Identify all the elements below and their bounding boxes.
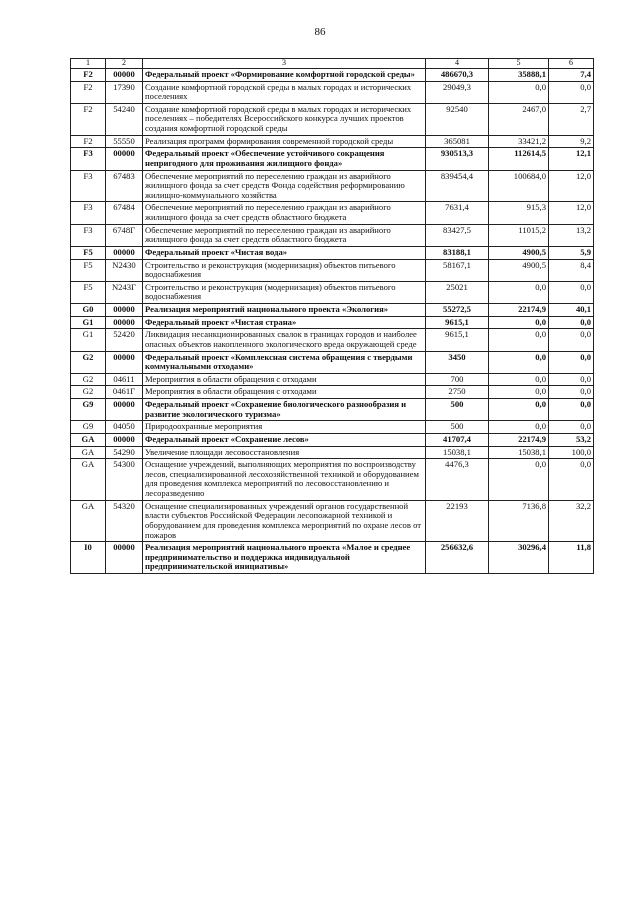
- target-code-cell: F2: [71, 81, 106, 103]
- planned-amount-cell: 58167,1: [426, 259, 489, 281]
- target-code-cell: GA: [71, 459, 106, 501]
- item-name-cell: Федеральный проект «Формирование комфортной городской среды»: [143, 68, 426, 81]
- percent-executed-cell: 32,2: [549, 500, 594, 542]
- target-code-cell: G1: [71, 329, 106, 351]
- table-row: [71, 316, 594, 329]
- table-row: [71, 542, 594, 574]
- item-name-cell: Реализация программ формирования современной городской среды: [143, 135, 426, 148]
- executed-amount-cell: 0,0: [489, 81, 549, 103]
- planned-amount-cell: 15038,1: [426, 446, 489, 459]
- direction-code-cell: 00000: [106, 68, 143, 81]
- direction-code-cell: 54320: [106, 500, 143, 542]
- planned-amount-cell: 3450: [426, 351, 489, 373]
- direction-code-cell: N2430: [106, 259, 143, 281]
- executed-amount-cell: 0,0: [489, 373, 549, 386]
- percent-executed-cell: 11,8: [549, 542, 594, 574]
- direction-code-cell: N243Г: [106, 281, 143, 303]
- item-name-cell: Создание комфортной городской среды в малых городах и исторических поселениях – победителях Всероссийского конкурса лучших проектов создания комфортной городской среды: [143, 103, 426, 135]
- planned-amount-cell: 7631,4: [426, 202, 489, 224]
- direction-code-cell: 00000: [106, 304, 143, 317]
- planned-amount-cell: 25021: [426, 281, 489, 303]
- planned-amount-cell: 4476,3: [426, 459, 489, 501]
- target-code-cell: GA: [71, 433, 106, 446]
- item-name-cell: Строительство и реконструкция (модернизация) объектов питьевого водоснабжения: [143, 281, 426, 303]
- percent-executed-cell: 8,4: [549, 259, 594, 281]
- executed-amount-cell: 11015,2: [489, 224, 549, 246]
- planned-amount-cell: 700: [426, 373, 489, 386]
- executed-amount-cell: 33421,2: [489, 135, 549, 148]
- percent-executed-cell: 0,0: [549, 281, 594, 303]
- direction-code-cell: 52420: [106, 329, 143, 351]
- column-header: 6: [549, 59, 594, 69]
- percent-executed-cell: 0,0: [549, 351, 594, 373]
- target-code-cell: F3: [71, 202, 106, 224]
- percent-executed-cell: 13,2: [549, 224, 594, 246]
- column-header: 2: [106, 59, 143, 69]
- direction-code-cell: 54300: [106, 459, 143, 501]
- percent-executed-cell: 2,7: [549, 103, 594, 135]
- executed-amount-cell: 35888,1: [489, 68, 549, 81]
- executed-amount-cell: 22174,9: [489, 304, 549, 317]
- executed-amount-cell: 15038,1: [489, 446, 549, 459]
- executed-amount-cell: 0,0: [489, 386, 549, 399]
- target-code-cell: G0: [71, 304, 106, 317]
- table-row: [71, 224, 594, 246]
- direction-code-cell: 00000: [106, 399, 143, 421]
- item-name-cell: Создание комфортной городской среды в малых городах и исторических поселениях: [143, 81, 426, 103]
- item-name-cell: Мероприятия в области обращения с отходами: [143, 373, 426, 386]
- direction-code-cell: 00000: [106, 433, 143, 446]
- table-row: [71, 246, 594, 259]
- table-row: [71, 446, 594, 459]
- table-row: [71, 459, 594, 501]
- page-number: 86: [314, 26, 326, 38]
- percent-executed-cell: 12,0: [549, 202, 594, 224]
- table-row: [71, 81, 594, 103]
- percent-executed-cell: 0,0: [549, 81, 594, 103]
- item-name-cell: Строительство и реконструкция (модернизация) объектов питьевого водоснабжения: [143, 259, 426, 281]
- table-row: [71, 170, 594, 202]
- executed-amount-cell: 4900,5: [489, 246, 549, 259]
- target-code-cell: F2: [71, 135, 106, 148]
- planned-amount-cell: 83427,5: [426, 224, 489, 246]
- item-name-cell: Ликвидация несанкционированных свалок в границах городов и наиболее опасных объектов накопленного экологического вреда окружающей среде: [143, 329, 426, 351]
- item-name-cell: Реализация мероприятий национального проекта «Экология»: [143, 304, 426, 317]
- executed-amount-cell: 0,0: [489, 421, 549, 434]
- target-code-cell: G2: [71, 386, 106, 399]
- percent-executed-cell: 0,0: [549, 329, 594, 351]
- table-row: [71, 68, 594, 81]
- percent-executed-cell: 0,0: [549, 421, 594, 434]
- item-name-cell: Природоохранные мероприятия: [143, 421, 426, 434]
- percent-executed-cell: 0,0: [549, 373, 594, 386]
- planned-amount-cell: 83188,1: [426, 246, 489, 259]
- item-name-cell: Федеральный проект «Чистая страна»: [143, 316, 426, 329]
- percent-executed-cell: 53,2: [549, 433, 594, 446]
- target-code-cell: GA: [71, 500, 106, 542]
- planned-amount-cell: 500: [426, 421, 489, 434]
- executed-amount-cell: 0,0: [489, 459, 549, 501]
- percent-executed-cell: 0,0: [549, 386, 594, 399]
- table-row: [71, 304, 594, 317]
- target-code-cell: GA: [71, 446, 106, 459]
- executed-amount-cell: 0,0: [489, 281, 549, 303]
- item-name-cell: Оснащение учреждений, выполняющих мероприятия по воспроизводству лесов, специализированной лесохозяйственной техникой и оборудованием для проведения комплекса мероприятий по лесовосстановлению и лесоразведению: [143, 459, 426, 501]
- item-name-cell: Увеличение площади лесовосстановления: [143, 446, 426, 459]
- percent-executed-cell: 0,0: [549, 316, 594, 329]
- target-code-cell: F5: [71, 246, 106, 259]
- table-row: [71, 421, 594, 434]
- planned-amount-cell: 55272,5: [426, 304, 489, 317]
- percent-executed-cell: 12,0: [549, 170, 594, 202]
- direction-code-cell: 54290: [106, 446, 143, 459]
- planned-amount-cell: 2750: [426, 386, 489, 399]
- planned-amount-cell: 41707,4: [426, 433, 489, 446]
- direction-code-cell: 67483: [106, 170, 143, 202]
- planned-amount-cell: 486670,3: [426, 68, 489, 81]
- item-name-cell: Обеспечение мероприятий по переселению граждан из аварийного жилищного фонда за счет средств областного бюджета: [143, 202, 426, 224]
- target-code-cell: G2: [71, 351, 106, 373]
- target-code-cell: F3: [71, 224, 106, 246]
- planned-amount-cell: 9615,1: [426, 316, 489, 329]
- planned-amount-cell: 22193: [426, 500, 489, 542]
- executed-amount-cell: 0,0: [489, 329, 549, 351]
- direction-code-cell: 54240: [106, 103, 143, 135]
- table-row: [71, 135, 594, 148]
- target-code-cell: G2: [71, 373, 106, 386]
- executed-amount-cell: 7136,8: [489, 500, 549, 542]
- direction-code-cell: 04611: [106, 373, 143, 386]
- table-row: [71, 351, 594, 373]
- target-code-cell: F5: [71, 281, 106, 303]
- executed-amount-cell: 0,0: [489, 316, 549, 329]
- table-row: [71, 386, 594, 399]
- table-row: [71, 399, 594, 421]
- target-code-cell: F2: [71, 68, 106, 81]
- direction-code-cell: 00000: [106, 246, 143, 259]
- percent-executed-cell: 7,4: [549, 68, 594, 81]
- percent-executed-cell: 9,2: [549, 135, 594, 148]
- target-code-cell: G9: [71, 399, 106, 421]
- column-header: 5: [489, 59, 549, 69]
- target-code-cell: I0: [71, 542, 106, 574]
- table-row: [71, 202, 594, 224]
- table-row: [71, 281, 594, 303]
- direction-code-cell: 6748Г: [106, 224, 143, 246]
- percent-executed-cell: 12,1: [549, 148, 594, 170]
- direction-code-cell: 00000: [106, 148, 143, 170]
- direction-code-cell: 00000: [106, 542, 143, 574]
- direction-code-cell: 0461Г: [106, 386, 143, 399]
- table-row: [71, 373, 594, 386]
- target-code-cell: G1: [71, 316, 106, 329]
- item-name-cell: Оснащение специализированных учреждений органов государственной власти субъектов Российской Федерации лесопожарной техникой и оборудованием для проведения комплекса мероприятий по охране лесов от пожаров: [143, 500, 426, 542]
- column-header: 4: [426, 59, 489, 69]
- direction-code-cell: 17390: [106, 81, 143, 103]
- column-header: 1: [71, 59, 106, 69]
- planned-amount-cell: 930513,3: [426, 148, 489, 170]
- executed-amount-cell: 0,0: [489, 399, 549, 421]
- item-name-cell: Федеральный проект «Чистая вода»: [143, 246, 426, 259]
- planned-amount-cell: 92540: [426, 103, 489, 135]
- target-code-cell: F3: [71, 148, 106, 170]
- item-name-cell: Реализация мероприятий национального проекта «Малое и среднее предпринимательство и поддержка индивидуальной предпринимательской инициативы»: [143, 542, 426, 574]
- target-code-cell: F3: [71, 170, 106, 202]
- target-code-cell: F2: [71, 103, 106, 135]
- target-code-cell: F5: [71, 259, 106, 281]
- percent-executed-cell: 40,1: [549, 304, 594, 317]
- executed-amount-cell: 100684,0: [489, 170, 549, 202]
- executed-amount-cell: 0,0: [489, 351, 549, 373]
- executed-amount-cell: 4900,5: [489, 259, 549, 281]
- direction-code-cell: 00000: [106, 351, 143, 373]
- table-row: [71, 500, 594, 542]
- direction-code-cell: 04050: [106, 421, 143, 434]
- percent-executed-cell: 5,9: [549, 246, 594, 259]
- item-name-cell: Федеральный проект «Обеспечение устойчивого сокращения непригодного для проживания жилищного фонда»: [143, 148, 426, 170]
- column-header: 3: [143, 59, 426, 69]
- percent-executed-cell: 100,0: [549, 446, 594, 459]
- percent-executed-cell: 0,0: [549, 459, 594, 501]
- planned-amount-cell: 500: [426, 399, 489, 421]
- executed-amount-cell: 22174,9: [489, 433, 549, 446]
- table-row: [71, 148, 594, 170]
- item-name-cell: Обеспечение мероприятий по переселению граждан из аварийного жилищного фонда за счет средств Фонда содействия реформированию жилищно-коммунального хозяйства: [143, 170, 426, 202]
- executed-amount-cell: 30296,4: [489, 542, 549, 574]
- executed-amount-cell: 112614,5: [489, 148, 549, 170]
- planned-amount-cell: 365081: [426, 135, 489, 148]
- item-name-cell: Обеспечение мероприятий по переселению граждан из аварийного жилищного фонда за счет средств областного бюджета: [143, 224, 426, 246]
- item-name-cell: Федеральный проект «Комплексная система обращения с твердыми коммунальными отходами»: [143, 351, 426, 373]
- direction-code-cell: 00000: [106, 316, 143, 329]
- item-name-cell: Мероприятия в области обращения с отходами: [143, 386, 426, 399]
- executed-amount-cell: 915,3: [489, 202, 549, 224]
- table-row: [71, 329, 594, 351]
- percent-executed-cell: 0,0: [549, 399, 594, 421]
- target-code-cell: G9: [71, 421, 106, 434]
- item-name-cell: Федеральный проект «Сохранение лесов»: [143, 433, 426, 446]
- planned-amount-cell: 29049,3: [426, 81, 489, 103]
- header-row: [71, 59, 594, 69]
- direction-code-cell: 55550: [106, 135, 143, 148]
- planned-amount-cell: 839454,4: [426, 170, 489, 202]
- planned-amount-cell: 256632,6: [426, 542, 489, 574]
- table-row: [71, 433, 594, 446]
- executed-amount-cell: 2467,0: [489, 103, 549, 135]
- direction-code-cell: 67484: [106, 202, 143, 224]
- budget-table: [70, 58, 594, 574]
- planned-amount-cell: 9615,1: [426, 329, 489, 351]
- table-row: [71, 259, 594, 281]
- table-row: [71, 103, 594, 135]
- item-name-cell: Федеральный проект «Сохранение биологического разнообразия и развитие экологического туризма»: [143, 399, 426, 421]
